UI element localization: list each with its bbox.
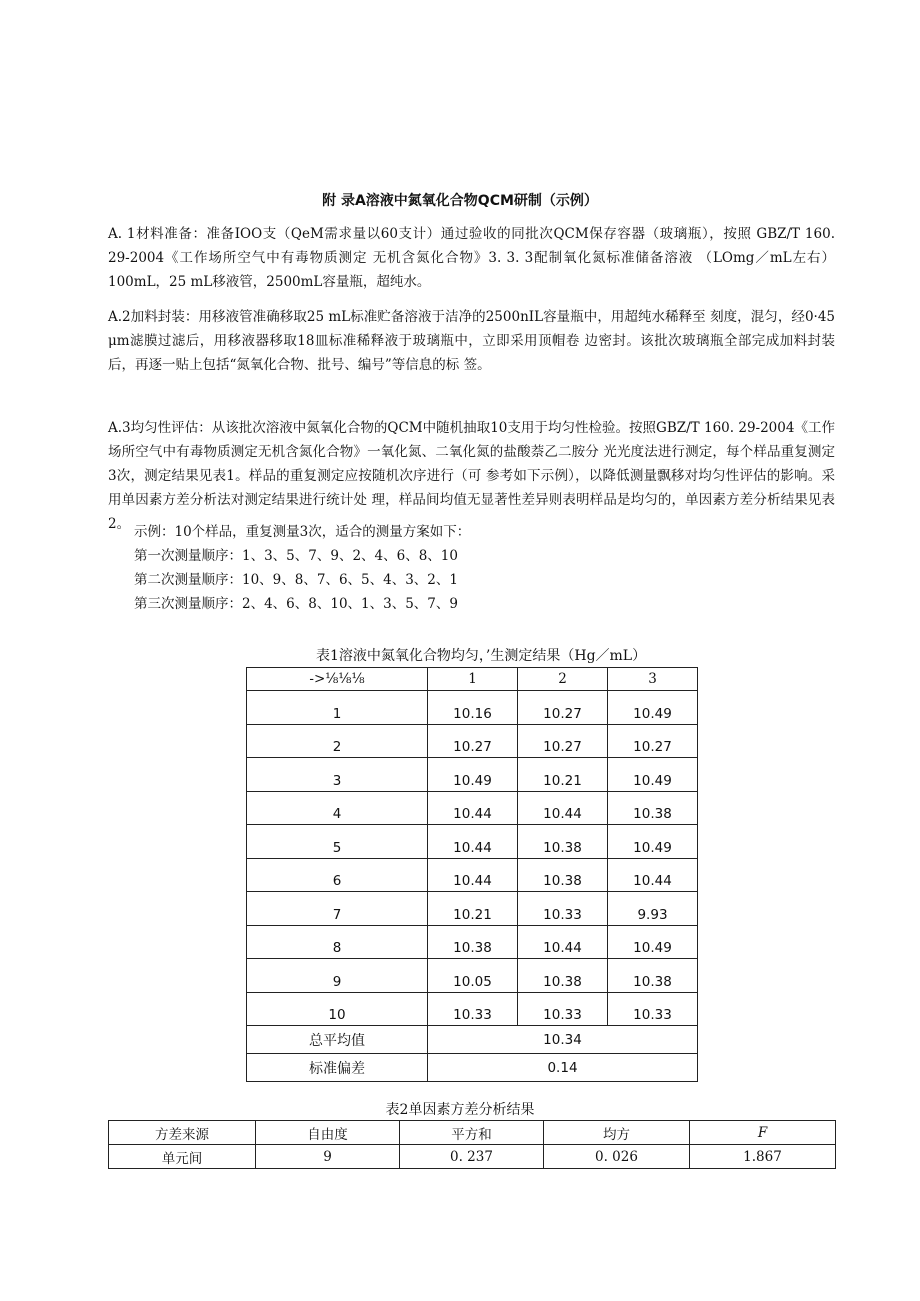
- table-cell: 10.21: [518, 758, 608, 792]
- table-cell: 10.44: [428, 858, 518, 892]
- column-header: 自由度: [256, 1121, 400, 1145]
- table-cell: 9.93: [608, 892, 698, 926]
- example-line: 第一次测量顺序：1、3、5、7、9、2、4、6、8、10: [134, 548, 458, 564]
- homogeneity-table: [246, 667, 698, 1082]
- table-cell: 10.44: [518, 925, 608, 959]
- table-cell: 10.21: [428, 892, 518, 926]
- table-cell: 10.49: [608, 691, 698, 725]
- table-cell: 10.27: [608, 724, 698, 758]
- table-cell: 10.33: [608, 992, 698, 1026]
- mean-row: [247, 1026, 698, 1054]
- sample-id: 6: [247, 858, 428, 892]
- table-cell: 10.49: [608, 925, 698, 959]
- table-row: [247, 758, 698, 792]
- sd-row: [247, 1054, 698, 1082]
- sample-id: 3: [247, 758, 428, 792]
- table-cell: 10.49: [608, 758, 698, 792]
- example-line: 第三次测量顺序：2、4、6、8、10、1、3、5、7、9: [134, 596, 458, 612]
- table-cell: 10.38: [428, 925, 518, 959]
- table-row: [247, 925, 698, 959]
- table-cell: 10.44: [608, 858, 698, 892]
- table-cell: 10.38: [518, 858, 608, 892]
- table-row: [247, 724, 698, 758]
- sd-label: 标准偏差: [247, 1054, 428, 1082]
- table-row: [247, 992, 698, 1026]
- table-cell: 10.38: [518, 959, 608, 993]
- column-header: 2: [518, 668, 608, 691]
- paragraph-a1: A. 1材料准备：准备IOO支（QeM需求量以60支计）通过验收的同批次QCM保存容器（玻璃瓶），按照 GBZ/T 160. 29-2004《工作场所空气中有毒物质测定 无机含氮化合物》3. 3. 3配制氧化氮标准储备溶液 （LOmg／mL左右）100mL，25 mL移液管，2500mL容量瓶，超纯水。: [108, 226, 835, 290]
- paragraph-a2: A.2加料封装：用移液管准确移取25 mL标准贮备溶液于洁净的2500nIL容量瓶中，用超纯水稀释至 刻度，混匀，经0·45 μm滤膜过滤后，用移液器移取18皿标准稀释液于玻璃瓶中，立即采用顶帽卷 边密封。该批次玻璃瓶全部完成加料封装后，再逐一贴上包括“氮氧化合物、批号、编号”等信息的标 签。: [108, 309, 835, 373]
- table2-caption: 表2单因素方差分析结果: [385, 1102, 535, 1118]
- table-cell: 10.38: [608, 959, 698, 993]
- table-cell: 0. 026: [544, 1145, 690, 1169]
- sample-id: 9: [247, 959, 428, 993]
- sample-id: 4: [247, 791, 428, 825]
- paragraph-a3: A.3均匀性评估：从该批次溶液中氮氧化合物的QCM中随机抽取10支用于均匀性检验。按照GBZ/T 160. 29-2004《工作场所空气中有毒物质测定无机含氮化合物》一氧化氮、二氧化氮的盐酸萘乙二胺分 光光度法进行测定，每个样品重复测定3次，测定结果见表1。样品的重复测定应按随机次序进行（可 参考如下示例），以降低测量飘移对均匀性评估的影响。采用单因素方差分析法对测定结果进行统计处 理，样品间均值无显著性差异则表明样品是均匀的，单因素方差分析结果见表2。: [108, 420, 835, 532]
- table-row: [247, 825, 698, 859]
- table-cell: 10.27: [518, 691, 608, 725]
- table-cell: 10.38: [608, 791, 698, 825]
- table-row: [247, 959, 698, 993]
- column-header: F: [690, 1121, 836, 1145]
- sample-id: 5: [247, 825, 428, 859]
- table-cell: 10.33: [518, 992, 608, 1026]
- table-cell: 10.49: [608, 825, 698, 859]
- table-cell: 1.867: [690, 1145, 836, 1169]
- table-header-row: [247, 668, 698, 691]
- column-header: 均方: [544, 1121, 690, 1145]
- table-row: [247, 691, 698, 725]
- mean-value: 10.34: [428, 1026, 698, 1054]
- table-cell: 10.27: [428, 724, 518, 758]
- table-cell: 10.33: [518, 892, 608, 926]
- table-cell: 10.44: [428, 825, 518, 859]
- table-cell: 10.33: [428, 992, 518, 1026]
- mean-label: 总平均值: [247, 1026, 428, 1054]
- anova-table: [108, 1120, 836, 1169]
- table-cell: 9: [256, 1145, 400, 1169]
- table-cell: 10.44: [518, 791, 608, 825]
- sample-id: 7: [247, 892, 428, 926]
- table-row: [109, 1145, 836, 1169]
- sample-id: 1: [247, 691, 428, 725]
- example-intro: 示例：10个样品，重复测量3次，适合的测量方案如下：: [134, 524, 471, 540]
- table-cell: 10.44: [428, 791, 518, 825]
- table-row: [247, 791, 698, 825]
- sd-value: 0.14: [428, 1054, 698, 1082]
- table-cell: 单元间: [109, 1145, 256, 1169]
- table1-caption: 表1溶液中氮氧化合物均匀，’生测定结果（Hg／mL）: [316, 648, 647, 664]
- table-header-row: [109, 1121, 836, 1145]
- column-header: 平方和: [400, 1121, 544, 1145]
- table-cell: 10.27: [518, 724, 608, 758]
- table-cell: 10.38: [518, 825, 608, 859]
- sample-id: 10: [247, 992, 428, 1026]
- table-cell: 10.05: [428, 959, 518, 993]
- table-cell: 10.49: [428, 758, 518, 792]
- table-cell: 10.16: [428, 691, 518, 725]
- sample-id: 8: [247, 925, 428, 959]
- example-block: [134, 520, 834, 616]
- column-header: 方差来源: [109, 1121, 256, 1145]
- appendix-title: 附 录A溶液中氮氧化合物QCM研制（示例）: [322, 193, 598, 209]
- table-corner-cell: ->⅛⅛⅛: [247, 668, 428, 691]
- column-header: 3: [608, 668, 698, 691]
- column-header: 1: [428, 668, 518, 691]
- table-row: [247, 858, 698, 892]
- sample-id: 2: [247, 724, 428, 758]
- table-cell: 0. 237: [400, 1145, 544, 1169]
- example-line: 第二次测量顺序：10、9、8、7、6、5、4、3、2、1: [134, 572, 458, 588]
- table-row: [247, 892, 698, 926]
